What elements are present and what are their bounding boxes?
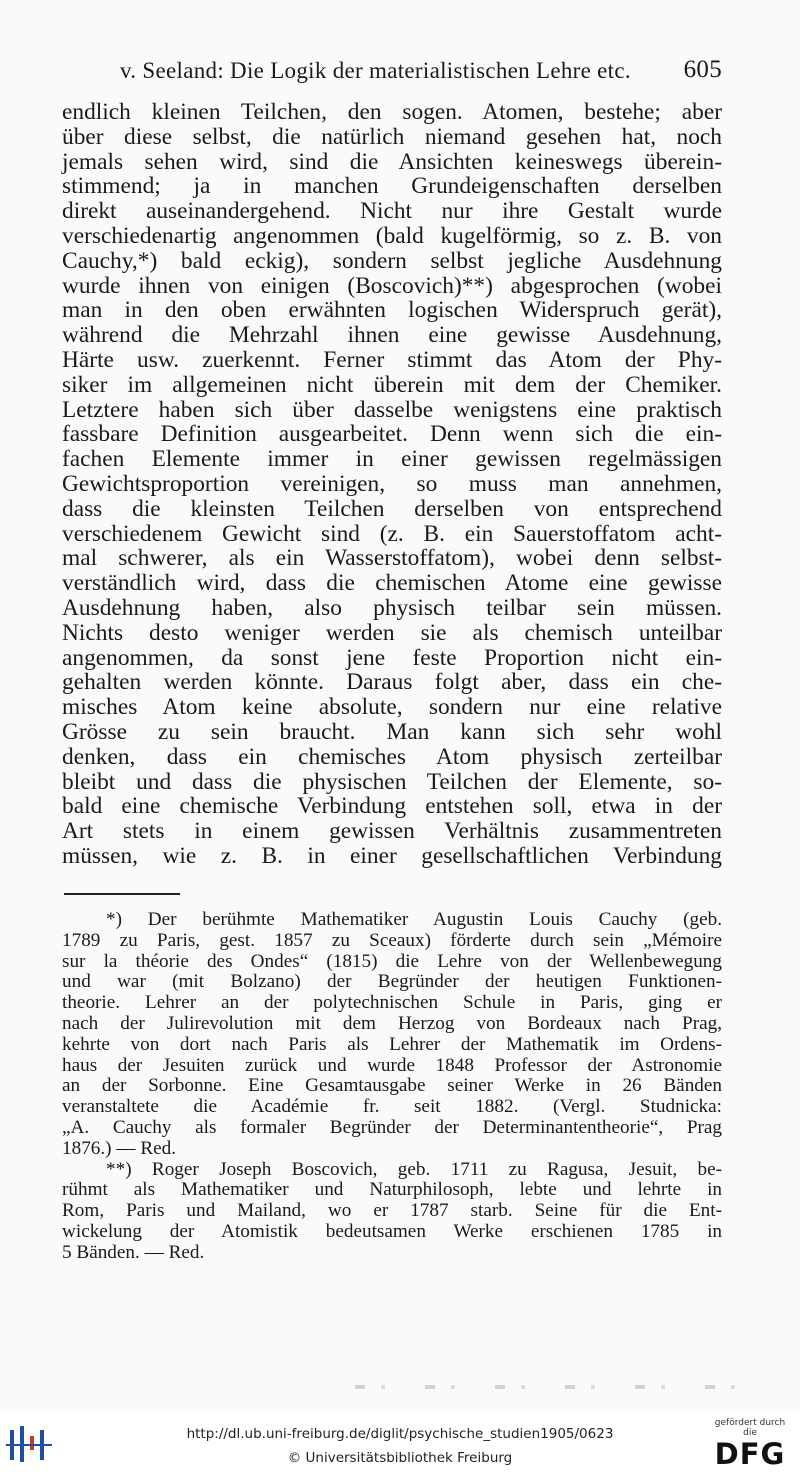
body-line: verschiedenem Gewicht sind (z. B. ein Sauerstoffatom acht-	[62, 520, 722, 547]
footnote-line: 1789 zu Paris, gest. 1857 zu Sceaux) förderte durch sein „Mémoire	[62, 929, 722, 951]
body-line: verschiedenartig angenommen (bald kugelförmig, so z. B. von	[62, 222, 722, 249]
body-text	[62, 100, 722, 869]
body-line: müssen, wie z. B. in einer gesellschaftlichen Verbindung	[62, 842, 722, 869]
body-line: verständlich wird, dass die chemischen Atome eine gewisse	[62, 570, 722, 597]
body-line: direkt auseinandergehend. Nicht nur ihre Gestalt wurde	[62, 198, 722, 225]
footnote-line: Rom, Paris und Mailand, wo er 1787 starb. Seine für die Ent-	[62, 1200, 722, 1222]
body-line: dass die kleinsten Teilchen derselben von entsprechend	[62, 495, 722, 522]
scan-artifact	[355, 1385, 775, 1389]
body-line: jemals sehen wird, sind die Ansichten keineswegs überein-	[62, 148, 722, 175]
footnote-line: veranstaltete die Académie fr. seit 1882. (Vergl. Studnicka:	[62, 1096, 722, 1118]
footnote-line: an der Sorbonne. Eine Gesamtausgabe seiner Werke in 26 Bänden	[62, 1075, 722, 1097]
body-line: misches Atom keine absolute, sondern nur eine relative	[62, 694, 722, 721]
footnote-line: sur la théorie des Ondes“ (1815) die Lehre von der Wellenbewegung	[62, 950, 722, 972]
footnote-line: wickelung der Atomistik bedeutsamen Werke erschienen 1785 in	[62, 1220, 722, 1242]
footnote-line: „A. Cauchy als formaler Begründer der Determinantentheorie“, Prag	[62, 1116, 722, 1138]
body-line: Grösse zu sein braucht. Man kann sich sehr wohl	[62, 718, 722, 745]
body-line: fachen Elemente immer in einer gewissen regelmässigen	[62, 446, 722, 473]
footnote-line: 5 Bänden. — Red.	[62, 1241, 205, 1263]
body-line: über diese selbst, die natürlich niemand gesehen hat, noch	[62, 123, 722, 150]
body-line: angenommen, da sonst jene feste Proportion nicht ein-	[62, 644, 722, 671]
body-line: wurde ihnen von einigen (Boscovich)**) abgesprochen (wobei	[62, 272, 722, 299]
footnotes	[62, 910, 722, 1264]
page-number: 605	[683, 56, 722, 83]
source-url[interactable]: http://dl.ub.uni-freiburg.de/diglit/psychische_studien1905/0623	[186, 1426, 614, 1442]
dfg-funding-text: gefördert durch die	[714, 1418, 786, 1438]
copyright-notice: © Universitätsbibliothek Freiburg	[287, 1450, 513, 1466]
body-line: Gewichtsproportion vereinigen, so muss man annehmen,	[62, 470, 722, 497]
running-header	[62, 54, 722, 88]
footnote-line: haus der Jesuiten zurück und wurde 1848 Professor der Astronomie	[62, 1054, 722, 1076]
body-line: Nichts desto weniger werden sie als chemisch unteilbar	[62, 619, 722, 646]
viewer-footer	[0, 1412, 800, 1472]
body-line: Cauchy,*) bald eckig), sondern selbst jegliche Ausdehnung	[62, 247, 722, 274]
body-line: bleibt und dass die physischen Teilchen der Elemente, so-	[62, 768, 722, 795]
body-line: während die Mehrzahl ihnen eine gewisse Ausdehnung,	[62, 322, 722, 349]
body-line: siker im allgemeinen nicht überein mit dem der Chemiker.	[62, 371, 722, 398]
body-line: denken, dass ein chemisches Atom physisch zerteilbar	[62, 743, 722, 770]
footnote-line: 1876.) — Red.	[62, 1137, 177, 1159]
body-line: bald eine chemische Verbindung entstehen soll, etwa in der	[62, 793, 722, 820]
dfg-wordmark: DFG	[714, 1437, 786, 1471]
footnote-line: und war (mit Bolzano) der Begründer der heutigen Funktionen-	[62, 971, 722, 993]
body-line: stimmend; ja in manchen Grundeigenschaften derselben	[62, 173, 722, 200]
body-line: Art stets in einem gewissen Verhältnis zusammentreten	[62, 818, 722, 845]
footnote-divider	[64, 893, 180, 895]
footnote-line: nach der Julirevolution mit dem Herzog von Bordeaux nach Prag,	[62, 1012, 722, 1034]
footnote-line: **) Roger Joseph Boscovich, geb. 1711 zu Ragusa, Jesuit, be-	[106, 1158, 722, 1180]
body-line: gehalten werden könnte. Daraus folgt aber, dass ein che-	[62, 669, 722, 696]
body-line: endlich kleinen Teilchen, den sogen. Atomen, bestehe; aber	[62, 99, 722, 125]
footnote-line: rühmt als Mathematiker und Naturphilosoph, lebte und lehrte in	[62, 1179, 722, 1201]
body-line: Härte usw. zuerkennt. Ferner stimmt das Atom der Phy-	[62, 346, 722, 373]
body-line: fassbare Definition ausgearbeitet. Denn wenn sich die ein-	[62, 421, 722, 448]
body-line: Ausdehnung haben, also physisch teilbar sein müssen.	[62, 594, 722, 621]
body-line: mal schwerer, als ein Wasserstoffatom), wobei denn selbst-	[62, 545, 722, 572]
footnote-line: *) Der berühmte Mathematiker Augustin Louis Cauchy (geb.	[106, 909, 722, 930]
body-line: Letztere haben sich über dasselbe wenigstens eine praktisch	[62, 396, 722, 423]
body-line: man in den oben erwähnten logischen Widerspruch gerät),	[62, 297, 722, 324]
footnote-line: theorie. Lehrer an der polytechnischen Schule in Paris, ging er	[62, 992, 722, 1014]
running-title: v. Seeland: Die Logik der materialistischen Lehre etc.	[120, 58, 631, 83]
dfg-logo	[708, 1418, 792, 1470]
footnote-line: kehrte von dort nach Paris als Lehrer der Mathematik im Ordens-	[62, 1033, 722, 1055]
